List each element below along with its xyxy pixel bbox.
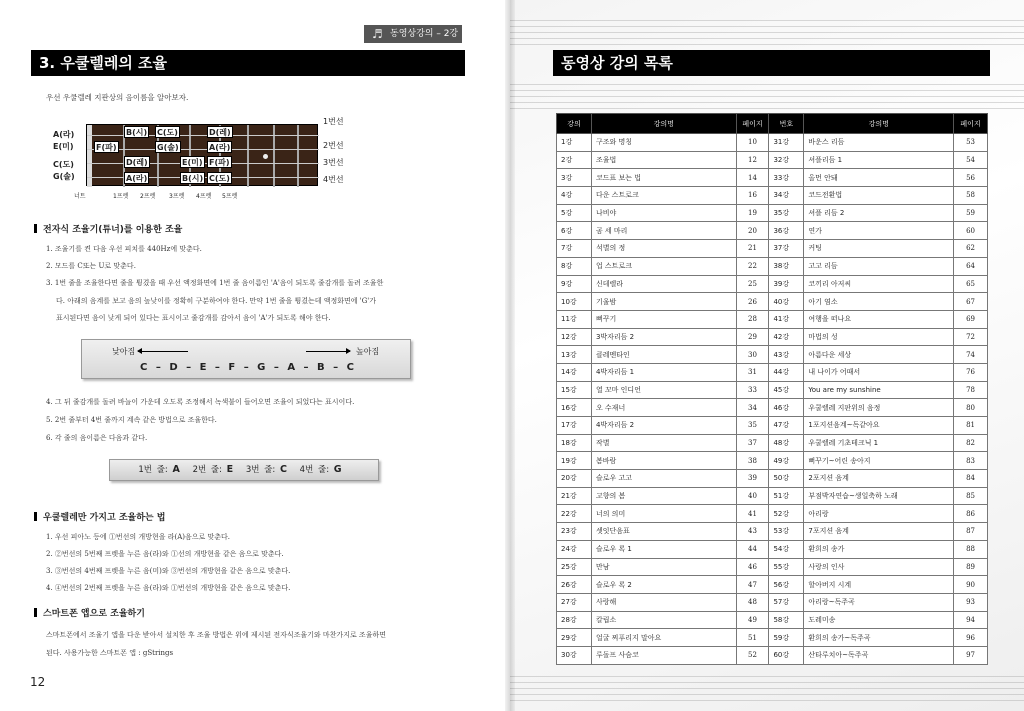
table-cell: 37 (736, 434, 769, 452)
column-header: 강의명 (591, 114, 736, 134)
table-cell: 슬로우 록 2 (591, 576, 736, 594)
table-cell: 96 (954, 629, 988, 647)
string-note-label: 2번 줄: (192, 465, 222, 475)
arrow-left-icon (138, 351, 188, 352)
table-cell: 24강 (557, 540, 592, 558)
table-cell: 신데렐라 (591, 275, 736, 293)
table-cell: 44강 (769, 363, 804, 381)
table-cell: 25 (736, 275, 769, 293)
table-cell: 59 (954, 204, 988, 222)
table-cell: 19강 (557, 452, 592, 470)
table-cell: 4강 (557, 187, 592, 205)
table-cell: 57강 (769, 593, 804, 611)
section-heading-ukulele-only: 우쿨렐레만 가지고 조율하는 법 (34, 510, 165, 523)
table-cell: 83 (954, 452, 988, 470)
music-staff-decoration (510, 20, 1024, 46)
table-cell: 12강 (557, 328, 592, 346)
table-cell: 5강 (557, 204, 592, 222)
table-cell: 47 (736, 576, 769, 594)
string-label: 2번선 (323, 141, 344, 150)
table-row (557, 293, 988, 311)
table-row (557, 523, 988, 541)
table-cell: 슬로우 록 1 (591, 540, 736, 558)
table-cell: 9강 (557, 275, 592, 293)
open-note-label: G(솔) (53, 172, 75, 181)
note-label: A(라) (126, 174, 148, 183)
table-cell: 마법의 성 (804, 328, 954, 346)
table-cell: 88 (954, 540, 988, 558)
instruction-line: 3. 1번 줄을 조율한다면 줄을 튕겼을 때 우선 액정화면에 1번 줄 음이름인 'A'음이 되도록 줄감개를 돌려 조율한 (46, 279, 384, 287)
table-cell: 부점박자연습~생일축하 노래 (804, 487, 954, 505)
instruction-line: 스마트폰에서 조율기 앱을 다운 받아서 설치한 후 조율 방법은 위에 제시된 전자식조율기와 마찬가지로 조율하면 (46, 631, 386, 639)
note-label: D(레) (209, 128, 231, 137)
table-cell: 76 (954, 363, 988, 381)
table-cell: 53 (954, 134, 988, 152)
table-cell: 도레미송 (804, 611, 954, 629)
table-cell: 25강 (557, 558, 592, 576)
table-cell: 87 (954, 523, 988, 541)
table-cell: 38 (736, 452, 769, 470)
column-header: 페이지 (736, 114, 769, 134)
table-cell: 23강 (557, 523, 592, 541)
table-cell: 오 수재너 (591, 399, 736, 417)
table-cell: 연가 (804, 222, 954, 240)
column-header: 강의 (557, 114, 592, 134)
instruction-line: 3. ③번선의 4번째 프렛을 누른 음(미)와 ③번선의 개방현을 같은 음으로 맞춘다. (46, 567, 291, 575)
table-cell: 42강 (769, 328, 804, 346)
table-cell: 41강 (769, 310, 804, 328)
table-cell: 51 (736, 629, 769, 647)
table-cell: 34 (736, 399, 769, 417)
table-cell: You are my sunshine (804, 381, 954, 399)
note-label: C(도) (157, 128, 178, 137)
table-cell: 8강 (557, 257, 592, 275)
table-cell: 10 (736, 134, 769, 152)
table-cell: 67 (954, 293, 988, 311)
table-cell: 칼립소 (591, 611, 736, 629)
instruction-line: 5. 2번 줄부터 4번 줄까지 계속 같은 방법으로 조율한다. (46, 416, 217, 424)
table-cell: 작별 (591, 434, 736, 452)
table-cell: 54강 (769, 540, 804, 558)
table-cell: 슬로우 고고 (591, 470, 736, 488)
table-row (557, 169, 988, 187)
table-cell: 26강 (557, 576, 592, 594)
table-cell: 12 (736, 151, 769, 169)
table-cell: 39강 (769, 275, 804, 293)
table-cell: 구조와 명칭 (591, 134, 736, 152)
table-cell: 코드표 보는 법 (591, 169, 736, 187)
table-cell: 2강 (557, 151, 592, 169)
string-note-value: E (226, 464, 234, 475)
table-cell: 51강 (769, 487, 804, 505)
open-note-label: C(도) (53, 160, 74, 169)
table-cell: 46 (736, 558, 769, 576)
table-cell: 40강 (769, 293, 804, 311)
table-cell: 34강 (769, 187, 804, 205)
table-cell: 52강 (769, 505, 804, 523)
table-cell: 3강 (557, 169, 592, 187)
table-row (557, 399, 988, 417)
table-cell: 52 (736, 646, 769, 664)
table-cell: 56 (954, 169, 988, 187)
string-label: 1번선 (323, 117, 344, 126)
string-note-value: A (172, 464, 180, 475)
column-header: 번호 (769, 114, 804, 134)
table-cell: 74 (954, 346, 988, 364)
table-cell: 곰 세 마리 (591, 222, 736, 240)
table-row (557, 151, 988, 169)
table-cell: 너의 의미 (591, 505, 736, 523)
table-row (557, 134, 988, 152)
table-cell: 58강 (769, 611, 804, 629)
table-cell: 내 나이가 어때서 (804, 363, 954, 381)
instruction-line: 표시된다면 음이 낮게 되어 있다는 표시이고 줄감개를 감아서 음이 'A'가 되도록 해야 한다. (56, 314, 331, 322)
table-cell: 33강 (769, 169, 804, 187)
table-cell: 30강 (557, 646, 592, 664)
table-cell: 석별의 정 (591, 240, 736, 258)
note-label: F(파) (96, 143, 117, 152)
table-cell: 32강 (769, 151, 804, 169)
guitar-icon: ♬ (372, 27, 383, 41)
table-cell: 4박자리듬 1 (591, 363, 736, 381)
table-cell: 셔플리듬 1 (804, 151, 954, 169)
table-cell: 89 (954, 558, 988, 576)
table-cell: 아름다운 세상 (804, 346, 954, 364)
table-cell: 69 (954, 310, 988, 328)
string-label: 4번선 (323, 175, 344, 184)
open-note-label: A(라) (53, 130, 75, 139)
table-cell: 봄바람 (591, 452, 736, 470)
intro-text: 우선 우쿨렐레 지판상의 음이름을 알아보자. (46, 93, 189, 102)
table-cell: 환희의 송가 (804, 540, 954, 558)
table-cell: 28강 (557, 611, 592, 629)
table-cell: 올먼 안돼 (804, 169, 954, 187)
table-cell: 22 (736, 257, 769, 275)
lecture-tab (364, 25, 462, 43)
table-cell: 우쿨렐레 기초테크닉 1 (804, 434, 954, 452)
table-cell: 16강 (557, 399, 592, 417)
table-cell: 31 (736, 363, 769, 381)
table-cell: 36강 (769, 222, 804, 240)
table-row (557, 646, 988, 664)
table-cell: 94 (954, 611, 988, 629)
note-label: B(시) (126, 128, 148, 137)
table-cell: 59강 (769, 629, 804, 647)
lecture-table (556, 113, 988, 665)
table-cell: 10강 (557, 293, 592, 311)
table-cell: 루돌프 사슴코 (591, 646, 736, 664)
table-row (557, 257, 988, 275)
table-cell: 셋잇단음표 (591, 523, 736, 541)
table-cell: 만남 (591, 558, 736, 576)
table-cell: 코드전환법 (804, 187, 954, 205)
fret-label: 1프렛 (113, 193, 129, 200)
left-page (0, 0, 510, 711)
table-cell: 16 (736, 187, 769, 205)
table-cell: 49강 (769, 452, 804, 470)
table-cell: 50강 (769, 470, 804, 488)
section-heading-smartphone: 스마트폰 앱으로 조율하기 (34, 606, 145, 619)
table-cell: 여행을 떠나요 (804, 310, 954, 328)
table-row (557, 187, 988, 205)
table-cell: 코끼리 아저씨 (804, 275, 954, 293)
instruction-line: 2. 모드를 C또는 U로 맞춘다. (46, 262, 136, 270)
fret-marker-dot (263, 154, 268, 159)
table-cell: 6강 (557, 222, 592, 240)
table-row (557, 434, 988, 452)
string-label: 3번선 (323, 158, 344, 167)
table-row (557, 310, 988, 328)
table-cell: 22강 (557, 505, 592, 523)
table-cell: 35강 (769, 204, 804, 222)
instruction-line: 다. 아래의 음계를 보고 음의 높낮이를 정확히 구분하여야 한다. 만약 1번 줄을 튕겼는데 액정화면에 'G'가 (56, 297, 376, 305)
table-cell: 나비야 (591, 204, 736, 222)
table-row (557, 540, 988, 558)
table-cell: 17강 (557, 417, 592, 435)
scale-low-label: 낮아짐 (112, 347, 136, 356)
table-cell: 1강 (557, 134, 592, 152)
table-cell: 41 (736, 505, 769, 523)
table-cell: 55강 (769, 558, 804, 576)
table-row (557, 222, 988, 240)
table-cell: 60강 (769, 646, 804, 664)
fret-label: 너트 (74, 193, 86, 200)
table-cell: 46강 (769, 399, 804, 417)
table-row (557, 240, 988, 258)
lecture-tab-label: 동영상강의 – 2강 (390, 29, 459, 39)
table-cell: 72 (954, 328, 988, 346)
scale-high-label: 높아짐 (356, 347, 380, 356)
table-cell: 33 (736, 381, 769, 399)
note-label: G(솔) (157, 143, 179, 152)
table-cell: 30 (736, 346, 769, 364)
table-cell: 90 (954, 576, 988, 594)
music-staff-decoration (510, 84, 1024, 110)
table-cell: 40 (736, 487, 769, 505)
table-cell: 15강 (557, 381, 592, 399)
table-cell: 4박자리듬 2 (591, 417, 736, 435)
table-cell: 바운스 리듬 (804, 134, 954, 152)
table-cell: 아기 염소 (804, 293, 954, 311)
table-cell: 82 (954, 434, 988, 452)
table-cell: 48강 (769, 434, 804, 452)
string-note-label: 4번 줄: (299, 465, 330, 475)
table-cell: 아리랑~독주곡 (804, 593, 954, 611)
table-cell: 97 (954, 646, 988, 664)
table-cell: 20 (736, 222, 769, 240)
table-row (557, 629, 988, 647)
table-cell: 26 (736, 293, 769, 311)
table-row (557, 417, 988, 435)
table-cell: 48 (736, 593, 769, 611)
section-heading-tuner: 전자식 조율기(튜너)를 이용한 조율 (34, 222, 182, 235)
table-cell: 우쿨렐레 지판위의 음정 (804, 399, 954, 417)
table-cell: 28 (736, 310, 769, 328)
instruction-line: 4. 그 뒤 줄감개를 돌려 바늘이 가운데 오도록 조정해서 녹색불이 들어오면 조율이 되었다는 표시이다. (46, 398, 355, 406)
table-cell: 43 (736, 523, 769, 541)
arrow-right-icon (306, 351, 350, 352)
note-label: C(도) (209, 174, 230, 183)
table-cell: 뻐꾸기~어린 송아지 (804, 452, 954, 470)
fret-label: 3프렛 (169, 193, 185, 200)
table-row (557, 363, 988, 381)
table-cell: 산타루치아~독주곡 (804, 646, 954, 664)
table-cell: 기울밤 (591, 293, 736, 311)
table-cell: 37강 (769, 240, 804, 258)
table-cell: 35 (736, 417, 769, 435)
table-cell: 45강 (769, 381, 804, 399)
table-cell: 얼굴 찌푸리지 말아요 (591, 629, 736, 647)
table-row (557, 346, 988, 364)
table-cell: 56강 (769, 576, 804, 594)
note-label: F(파) (209, 158, 230, 167)
table-cell: 고향의 봄 (591, 487, 736, 505)
table-cell: 47강 (769, 417, 804, 435)
table-row (557, 328, 988, 346)
table-cell: 78 (954, 381, 988, 399)
table-cell: 85 (954, 487, 988, 505)
scale-notes: C – D – E – F – G – A – B – C (140, 362, 354, 373)
table-row (557, 452, 988, 470)
page-number: 12 (30, 675, 46, 689)
table-cell: 84 (954, 470, 988, 488)
table-cell: 11강 (557, 310, 592, 328)
note-label: E(미) (182, 158, 203, 167)
table-cell: 62 (954, 240, 988, 258)
table-row (557, 275, 988, 293)
table-cell: 고고 리듬 (804, 257, 954, 275)
string-note-label: 3번 줄: (245, 465, 276, 475)
table-row (557, 593, 988, 611)
table-cell: 3박자리듬 2 (591, 328, 736, 346)
table-cell: 29 (736, 328, 769, 346)
table-cell: 할아버지 시계 (804, 576, 954, 594)
music-staff-decoration (510, 676, 1024, 702)
table-cell: 클레멘타인 (591, 346, 736, 364)
table-cell: 58 (954, 187, 988, 205)
instruction-line: 1. 우선 피아노 등에 ①번선의 개방현을 라(A)음으로 맞춘다. (46, 533, 230, 541)
table-row (557, 487, 988, 505)
note-label: A(라) (209, 143, 231, 152)
table-cell: 31강 (769, 134, 804, 152)
table-cell: 44 (736, 540, 769, 558)
table-cell: 38강 (769, 257, 804, 275)
table-cell: 60 (954, 222, 988, 240)
page-gutter (505, 0, 515, 711)
table-row (557, 576, 988, 594)
table-cell: 사랑의 인사 (804, 558, 954, 576)
table-cell: 65 (954, 275, 988, 293)
instruction-line: 된다. 사용가능한 스마트폰 앱 : gStrings (46, 649, 174, 657)
table-cell: 다운 스트로크 (591, 187, 736, 205)
table-cell: 7포지션 음계 (804, 523, 954, 541)
table-cell: 조율법 (591, 151, 736, 169)
table-cell: 열 꼬마 인디언 (591, 381, 736, 399)
table-cell: 셔플 리듬 2 (804, 204, 954, 222)
note-label: B(시) (182, 174, 204, 183)
section-title-lecture-list: 동영상 강의 목록 (553, 50, 990, 76)
table-cell: 7강 (557, 240, 592, 258)
table-cell: 21 (736, 240, 769, 258)
table-cell: 54 (954, 151, 988, 169)
instruction-line: 1. 조율기를 켠 다음 우선 피치를 440Hz에 맞춘다. (46, 245, 202, 253)
table-cell: 86 (954, 505, 988, 523)
table-header-row (557, 114, 988, 134)
table-cell: 14강 (557, 363, 592, 381)
table-cell: 14 (736, 169, 769, 187)
table-cell: 1포지션음계~독같아요 (804, 417, 954, 435)
table-cell: 커팅 (804, 240, 954, 258)
string-note-label: 1번 줄: (138, 465, 168, 475)
table-cell: 아리랑 (804, 505, 954, 523)
table-row (557, 505, 988, 523)
table-cell: 13강 (557, 346, 592, 364)
table-cell: 환희의 송가~독주곡 (804, 629, 954, 647)
table-row (557, 470, 988, 488)
instruction-line: 6. 각 줄의 음이름은 다음과 같다. (46, 434, 148, 442)
column-header: 강의명 (804, 114, 954, 134)
string-note-value: G (333, 464, 342, 475)
table-cell: 2포지션 음계 (804, 470, 954, 488)
string-note-value: C (279, 464, 287, 475)
table-cell: 19 (736, 204, 769, 222)
table-cell: 39 (736, 470, 769, 488)
table-cell: 20강 (557, 470, 592, 488)
scale-diagram (81, 339, 411, 379)
table-cell: 21강 (557, 487, 592, 505)
table-cell: 64 (954, 257, 988, 275)
table-cell: 53강 (769, 523, 804, 541)
column-header: 페이지 (954, 114, 988, 134)
section-title-tuning: 3. 우쿨렐레의 조율 (31, 50, 465, 76)
table-cell: 27강 (557, 593, 592, 611)
table-row (557, 381, 988, 399)
table-cell: 49 (736, 611, 769, 629)
table-cell: 43강 (769, 346, 804, 364)
table-cell: 18강 (557, 434, 592, 452)
fret-label: 2프렛 (140, 193, 156, 200)
note-label: D(레) (126, 158, 148, 167)
instruction-line: 4. ④번선의 2번째 프렛을 누른 음(라)와 ①번선의 개방현을 같은 음으로 맞춘다. (46, 584, 291, 592)
fret-label: 4프렛 (196, 193, 212, 200)
table-cell: 93 (954, 593, 988, 611)
table-row (557, 558, 988, 576)
open-note-label: E(미) (53, 142, 74, 151)
instruction-line: 2. ②번선의 5번째 프렛을 누른 음(라)와 ①선의 개방현을 같은 음으로 맞춘다. (46, 550, 284, 558)
table-cell: 80 (954, 399, 988, 417)
table-cell: 사랑해 (591, 593, 736, 611)
table-cell: 뻐꾸기 (591, 310, 736, 328)
table-row (557, 204, 988, 222)
table-cell: 81 (954, 417, 988, 435)
string-notes-box (109, 459, 379, 481)
table-row (557, 611, 988, 629)
table-cell: 업 스트로크 (591, 257, 736, 275)
table-cell: 29강 (557, 629, 592, 647)
fret-label: 5프렛 (222, 193, 238, 200)
